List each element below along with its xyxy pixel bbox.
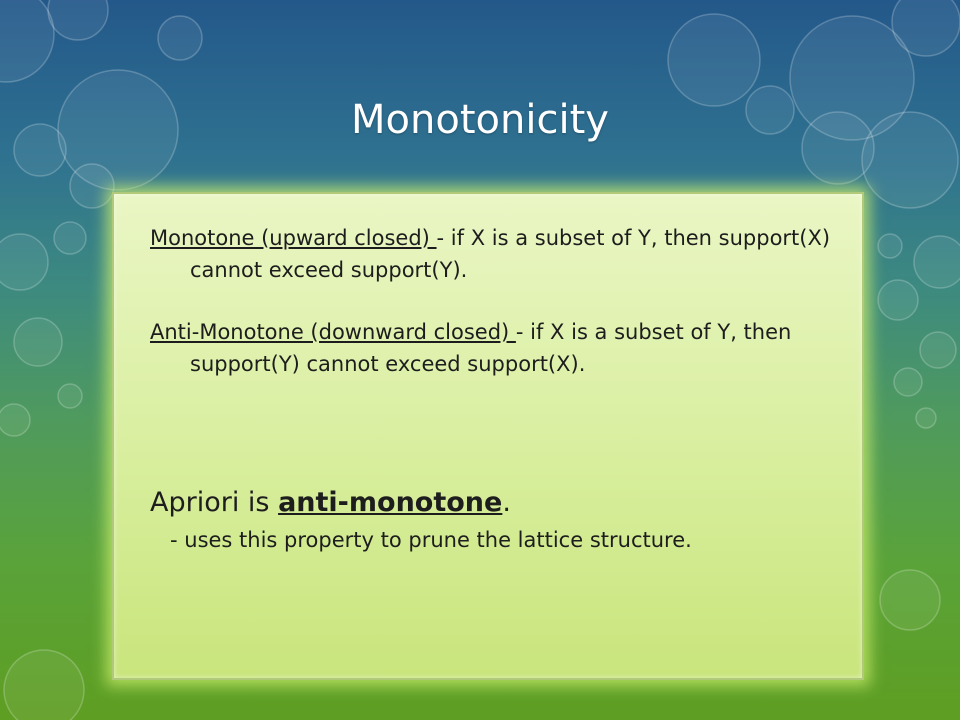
anti-monotone-text: - if X is a subset of Y, then support(Y) cannot exceed support(X).	[190, 320, 792, 376]
apriori-suffix: .	[502, 487, 511, 518]
monotone-definition	[150, 222, 850, 286]
apriori-note: - uses this property to prune the lattice structure.	[170, 528, 692, 552]
apriori-statement	[150, 484, 850, 522]
monotone-term: Monotone (upward closed)	[150, 226, 437, 250]
slide-title: Monotonicity	[351, 97, 609, 143]
anti-monotone-term: Anti-Monotone (downward closed)	[150, 320, 516, 344]
apriori-term: anti-monotone	[278, 487, 503, 518]
apriori-prefix: Apriori is	[150, 487, 279, 518]
content-body	[150, 222, 850, 556]
monotone-text: - if X is a subset of Y, then support(X) cannot exceed support(Y).	[190, 226, 831, 282]
anti-monotone-definition	[150, 316, 850, 380]
